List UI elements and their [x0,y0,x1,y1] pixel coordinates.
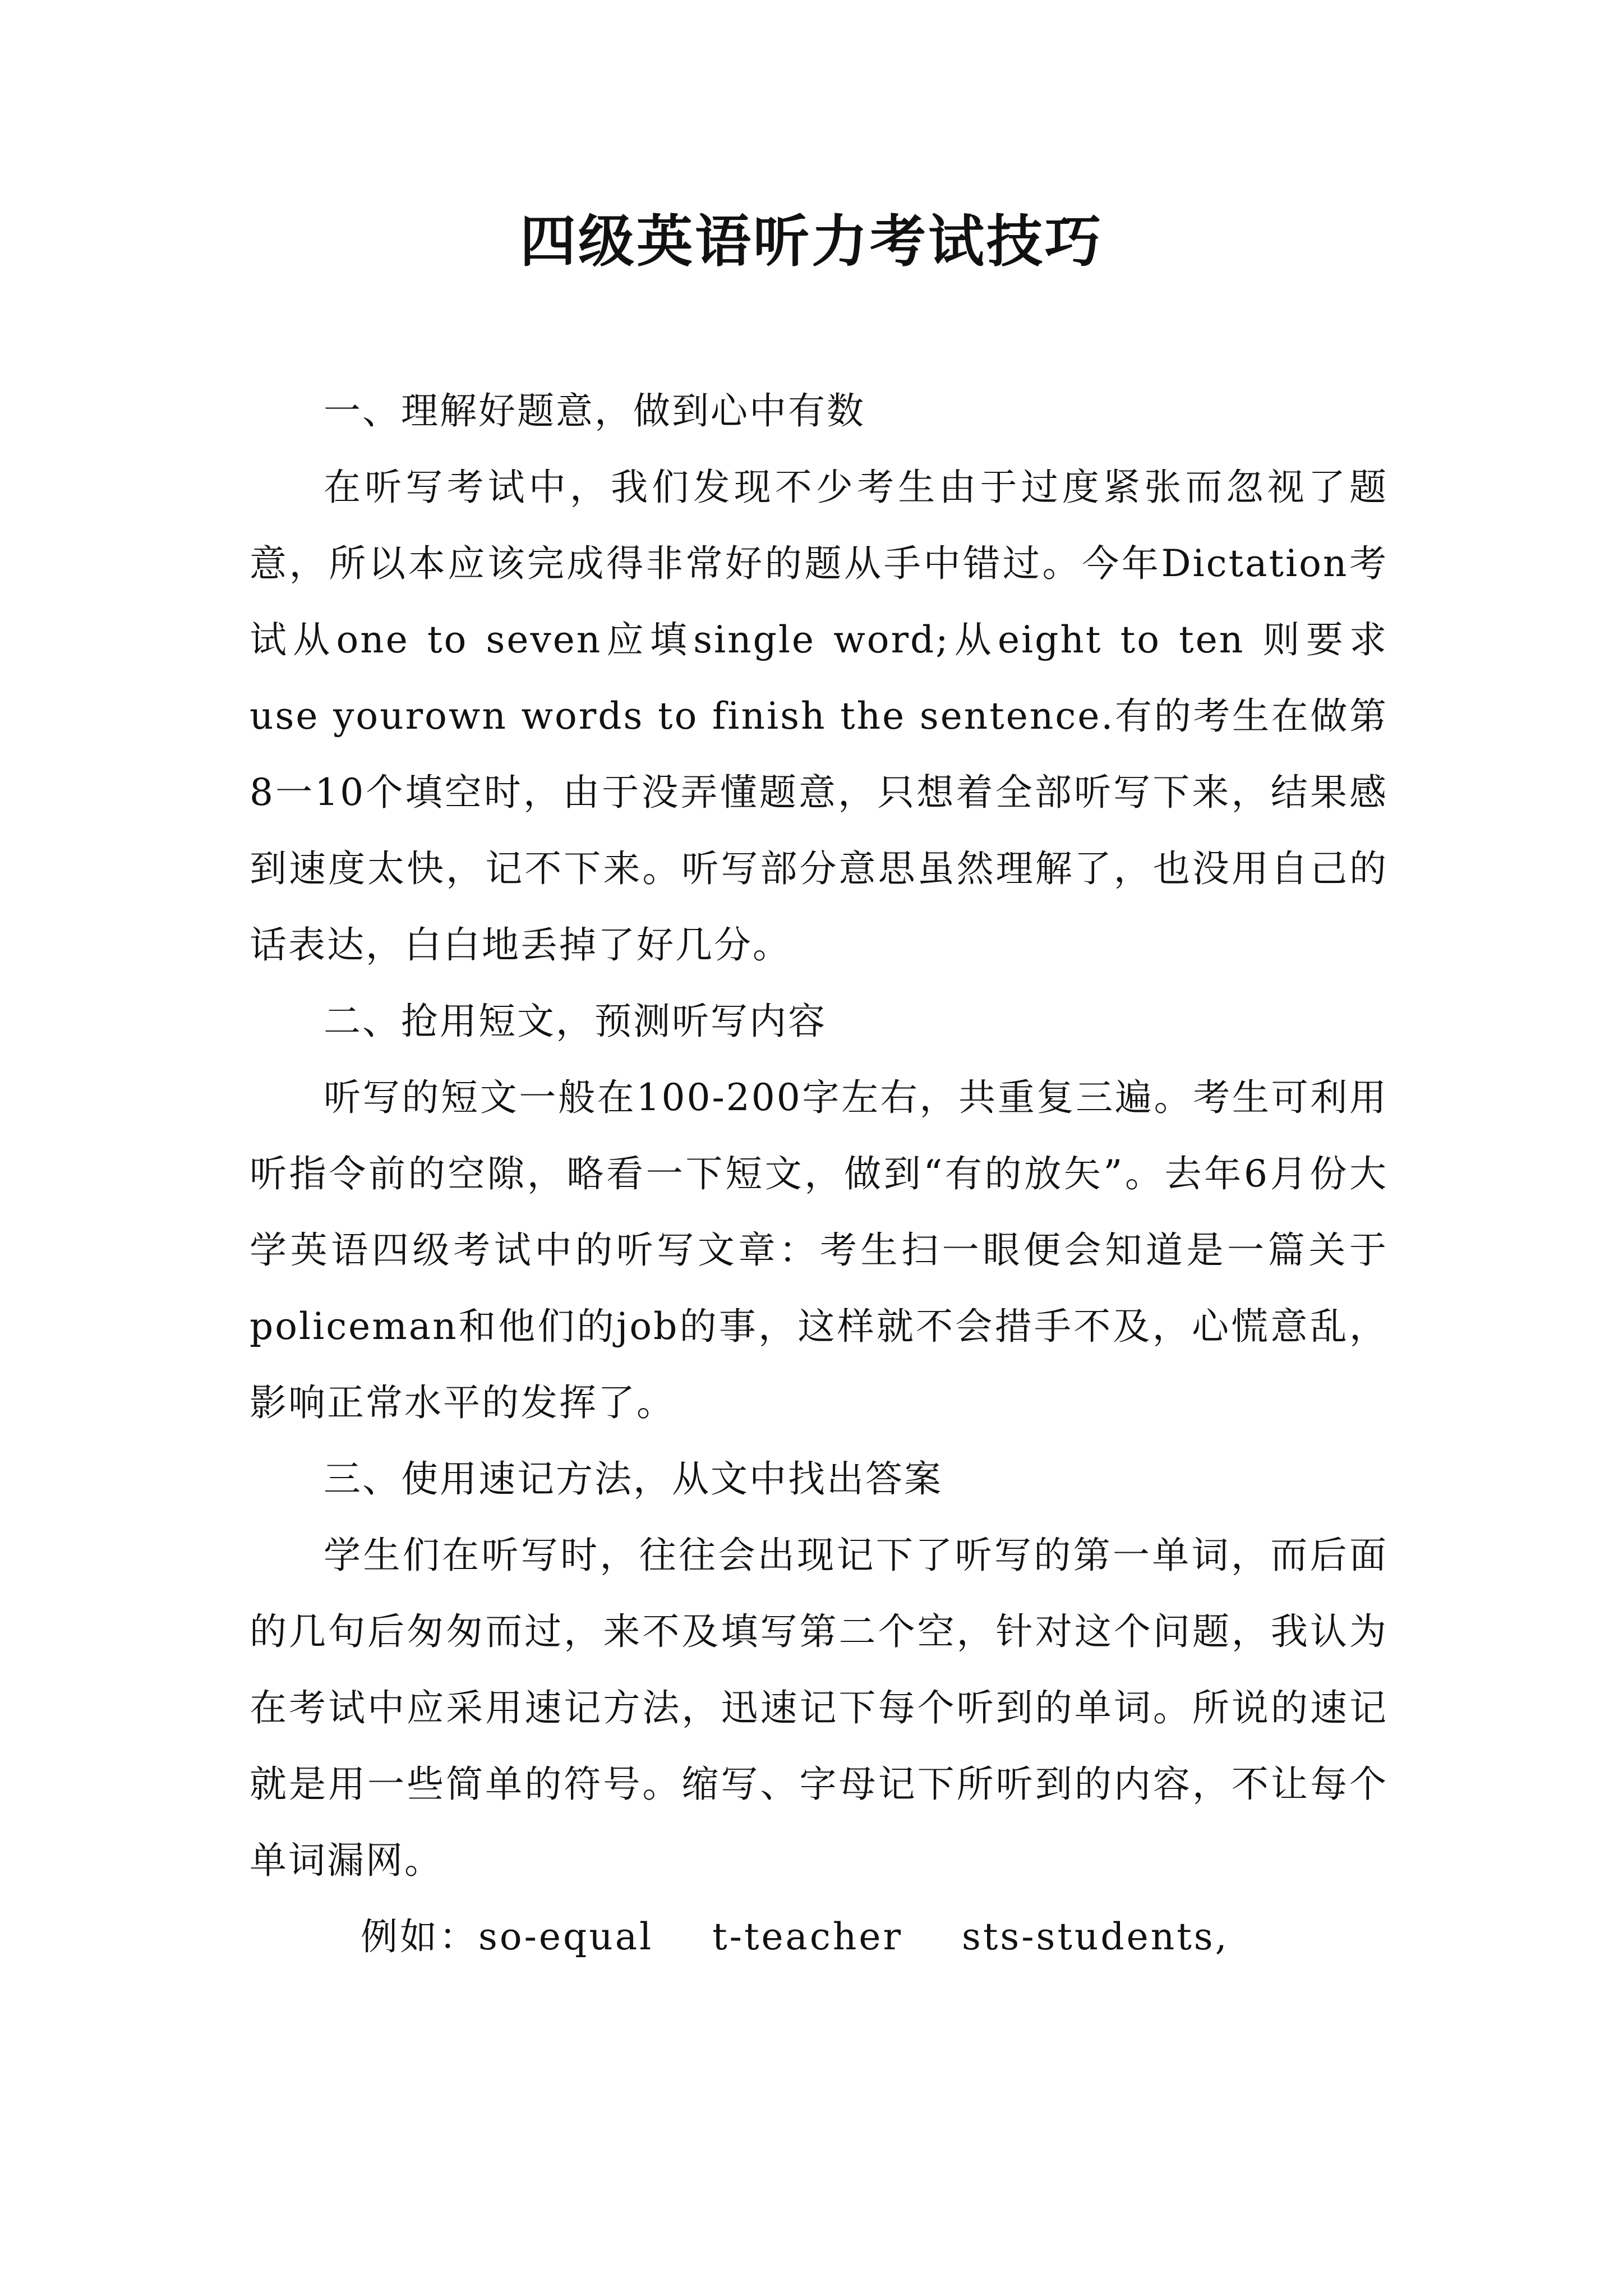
section-2-paragraph: 听写的短文一般在100-200字左右，共重复三遍。考生可利用听指令前的空隙，略看一下短文，做到“有的放矢”。去年6月份大学英语四级考试中的听写文章：考生扫一眼便会知道是一篇关于policeman和他们的job的事，这样就不会措手不及，心慌意乱，影响正常水平的发挥了。 [250,1076,1388,1424]
document-body [250,373,1388,1975]
document-title: 四级英语听力考试技巧 [520,208,1103,274]
section-1-heading: 一、理解好题意，做到心中有数 [324,389,865,432]
section-2-heading: 二、抢用短文，预测听写内容 [324,1000,827,1043]
section-1-paragraph: 在听写考试中，我们发现不少考生由于过度紧张而忽视了题意，所以本应该完成得非常好的题从手中错过。今年Dictation考试从one to seven应填single word;从eight to ten 则要求use yourown words to finish the sentence.有的考生在做第8一10个填空时，由于没弄懂题意，只想着全部听写下来，结果感到速度太快，记不下来。听写部分意思虽然理解了，也没用自己的话表达，白白地丢掉了好几分。 [250,466,1388,967]
section-3-paragraph: 学生们在听写时，往往会出现记下了听写的第一单词，而后面的几句后匆匆而过，来不及填写第二个空，针对这个问题，我认为在考试中应采用速记方法，迅速记下每个听到的单词。所说的速记就是用一些简单的符号。缩写、字母记下所听到的内容，不让每个单词漏网。 [250,1534,1388,1882]
example-line: 例如：so-equal t-teacher sts-students, [361,1915,1229,1958]
section-3-heading: 三、使用速记方法，从文中找出答案 [324,1457,943,1501]
